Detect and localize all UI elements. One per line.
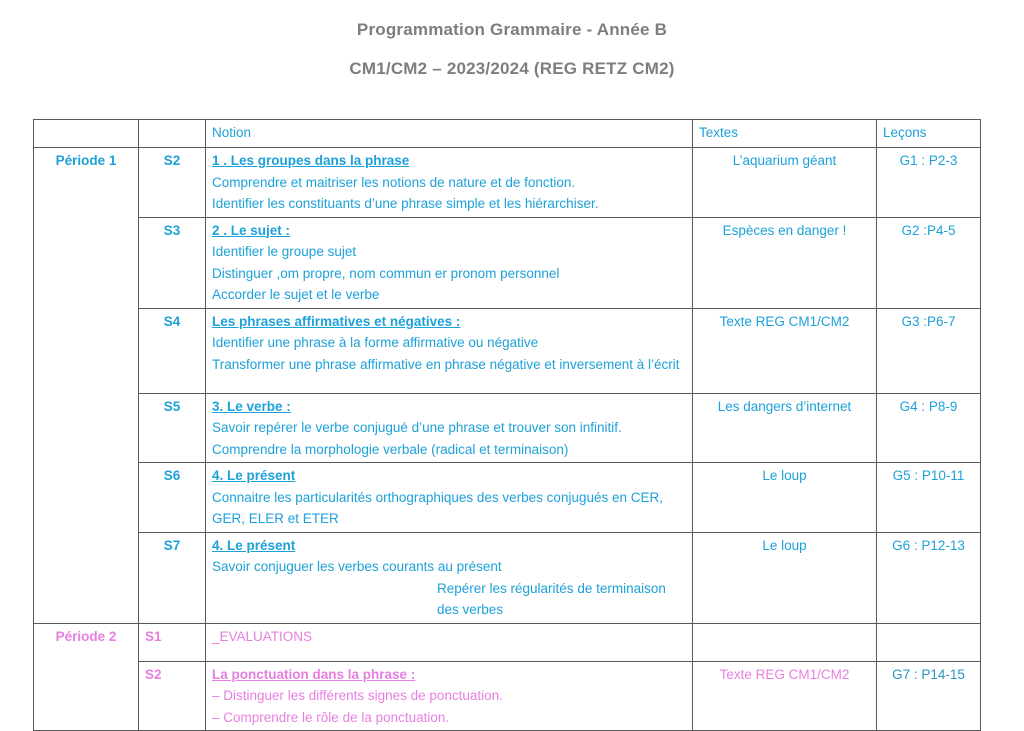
period-cell: Période 1 — [34, 148, 139, 624]
texte-cell: L’aquarium géant — [693, 148, 877, 218]
notion-title: La ponctuation dans la phrase : — [212, 666, 416, 682]
notion-line: Comprendre la morphologie verbale (radical et terminaison) — [212, 441, 569, 457]
week-cell: S4 — [139, 308, 206, 393]
table-row — [34, 148, 981, 218]
notion-line: – Distinguer les différents signes de ponctuation. — [212, 688, 503, 703]
texte-cell — [693, 623, 877, 661]
week-cell: S1 — [139, 623, 206, 661]
programmation-table — [33, 119, 981, 731]
lecon-cell: G6 : P12-13 — [877, 532, 981, 623]
table-row — [34, 623, 981, 661]
doc-subtitle: CM1/CM2 – 2023/2024 (REG RETZ CM2) — [349, 59, 675, 78]
header-textes: Textes — [693, 120, 877, 148]
notion-cell — [206, 623, 693, 661]
lecon-cell: G1 : P2-3 — [877, 148, 981, 218]
table-row — [34, 217, 981, 308]
notion-cell — [206, 217, 693, 308]
notion-cell — [206, 463, 693, 533]
week-cell: S2 — [139, 661, 206, 731]
notion-line: Identifier les constituants d’une phrase simple et les hiérarchiser. — [212, 196, 599, 211]
header-period — [34, 120, 139, 148]
document-page — [0, 20, 1024, 725]
header-week — [139, 120, 206, 148]
texte-cell: Les dangers d’internet — [693, 393, 877, 463]
notion-line: Accorder le sujet et le verbe — [212, 287, 380, 302]
lecon-cell: G3 :P6-7 — [877, 308, 981, 393]
header-notion: Notion — [206, 120, 693, 148]
notion-title: 4. Le présent — [212, 468, 296, 483]
notion-line: Repérer les régularités de terminaison des verbes — [437, 580, 666, 617]
notion-line: Savoir conjuguer les verbes courants au présent — [212, 559, 502, 574]
notion-line: Comprendre et maitriser les notions de nature et de fonction. — [212, 174, 576, 190]
header-lecons: Leçons — [877, 120, 981, 148]
title-prefix: _ — [212, 628, 220, 644]
table-row — [34, 661, 981, 731]
week-cell: S6 — [139, 463, 206, 533]
texte-cell: Le loup — [693, 463, 877, 533]
notion-cell — [206, 661, 693, 731]
notion-cell — [206, 308, 693, 393]
lecon-cell: G5 : P10-11 — [877, 463, 981, 533]
notion-line: Identifier le groupe sujet — [212, 244, 357, 259]
notion-line: Distinguer ,om propre, nom commun er pronom personnel — [212, 265, 560, 281]
notion-cell — [206, 532, 693, 623]
lecon-cell — [877, 623, 981, 661]
table-row — [34, 308, 981, 393]
notion-cell — [206, 393, 693, 463]
table-row — [34, 532, 981, 623]
week-cell: S3 — [139, 217, 206, 308]
notion-line: Savoir repérer le verbe conjugué d’une phrase et trouver son infinitif. — [212, 420, 622, 435]
notion-line: Transformer une phrase affirmative en phrase négative et inversement à l’écrit — [212, 356, 680, 372]
texte-cell: Texte REG CM1/CM2 — [693, 308, 877, 393]
period-cell: Période 2 — [34, 623, 139, 731]
notion-line: Identifier une phrase à la forme affirmative ou négative — [212, 335, 539, 350]
notion-line: Connaitre les particularités orthographiques des verbes conjugués en CER, GER, ELER et ETER — [212, 489, 664, 526]
texte-cell: Texte REG CM1/CM2 — [693, 661, 877, 731]
week-cell: S5 — [139, 393, 206, 463]
notion-line: – Comprendre le rôle de la ponctuation. — [212, 709, 450, 725]
table-row — [34, 463, 981, 533]
lecon-cell: G7 : P14-15 — [877, 661, 981, 731]
notion-title: _EVALUATIONS — [212, 628, 313, 644]
notion-cell — [206, 148, 693, 218]
doc-title: Programmation Grammaire - Année B — [356, 20, 668, 39]
notion-title: 4. Le présent — [212, 537, 296, 553]
notion-title: 1 . Les groupes dans la phrase — [212, 153, 410, 168]
notion-title: 2 . Le sujet : — [212, 222, 291, 238]
notion-title: 3. Le verbe : — [212, 398, 291, 414]
texte-cell: Espèces en danger ! — [693, 217, 877, 308]
texte-cell: Le loup — [693, 532, 877, 623]
lecon-cell: G4 : P8-9 — [877, 393, 981, 463]
lecon-cell: G2 :P4-5 — [877, 217, 981, 308]
notion-title: Les phrases affirmatives et négatives : — [212, 313, 461, 329]
table-row — [34, 393, 981, 463]
week-cell: S2 — [139, 148, 206, 218]
header-row — [34, 120, 981, 148]
week-cell: S7 — [139, 532, 206, 623]
